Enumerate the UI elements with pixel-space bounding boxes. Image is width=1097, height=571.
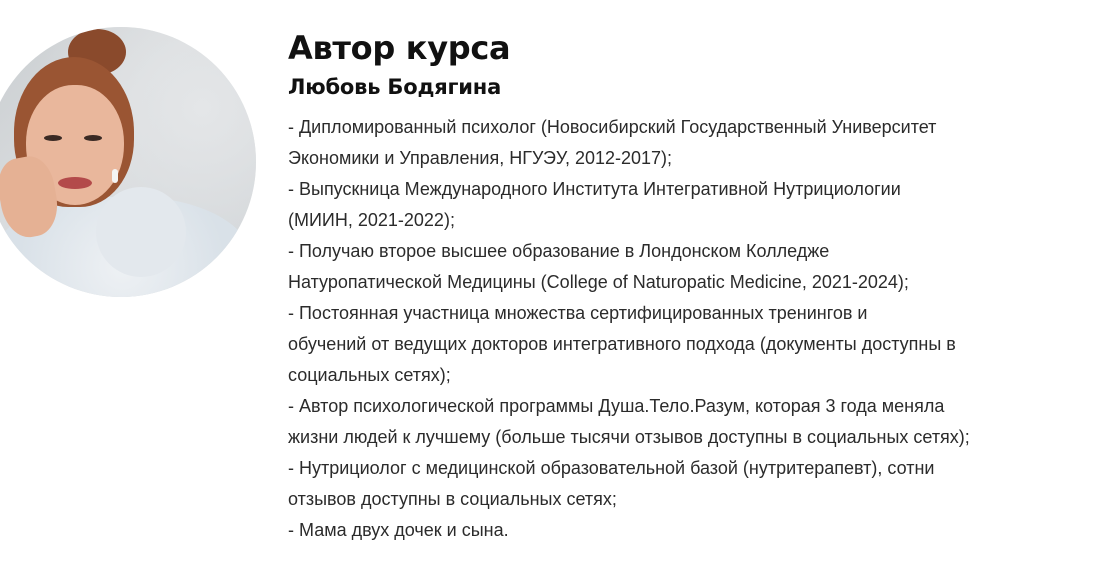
bio-line: обучений от ведущих докторов интегративного подхода (документы доступны в	[288, 334, 956, 354]
photo-eye-left	[44, 135, 62, 141]
author-name: Любовь Бодягина	[288, 75, 502, 99]
bio-line: жизни людей к лучшему (больше тысячи отзывов доступны в социальных сетях);	[288, 427, 970, 447]
bio-line: - Автор психологической программы Душа.Тело.Разум, которая 3 года меняла	[288, 396, 945, 416]
bio-line: - Получаю второе высшее образование в Лондонском Колледже	[288, 241, 830, 261]
bio-line: - Мама двух дочек и сына.	[288, 520, 509, 540]
bio-line: (МИИН, 2021-2022);	[288, 210, 455, 230]
bio-line: Натуропатической Медицины (College of Naturopatic Medicine, 2021-2024);	[288, 272, 909, 292]
author-bio	[288, 112, 1078, 546]
photo-lips	[58, 177, 92, 189]
bio-line: - Выпускница Международного Института Интегративной Нутрициологии	[288, 179, 901, 199]
bio-line: социальных сетях);	[288, 365, 451, 385]
bio-line: - Нутрициолог с медицинской образовательной базой (нутритерапевт), сотни	[288, 458, 935, 478]
bio-line: - Постоянная участница множества сертифицированных тренингов и	[288, 303, 868, 323]
author-photo	[0, 27, 256, 297]
photo-sleeve	[96, 187, 186, 277]
photo-eye-right	[84, 135, 102, 141]
bio-line: - Дипломированный психолог (Новосибирский Государственный Университет	[288, 117, 937, 137]
bio-line: Экономики и Управления, НГУЭУ, 2012-2017);	[288, 148, 673, 168]
photo-earring	[112, 169, 118, 183]
section-heading: Автор курса	[288, 29, 511, 67]
bio-line: отзывов доступны в социальных сетях;	[288, 489, 617, 509]
author-info	[288, 26, 1078, 546]
